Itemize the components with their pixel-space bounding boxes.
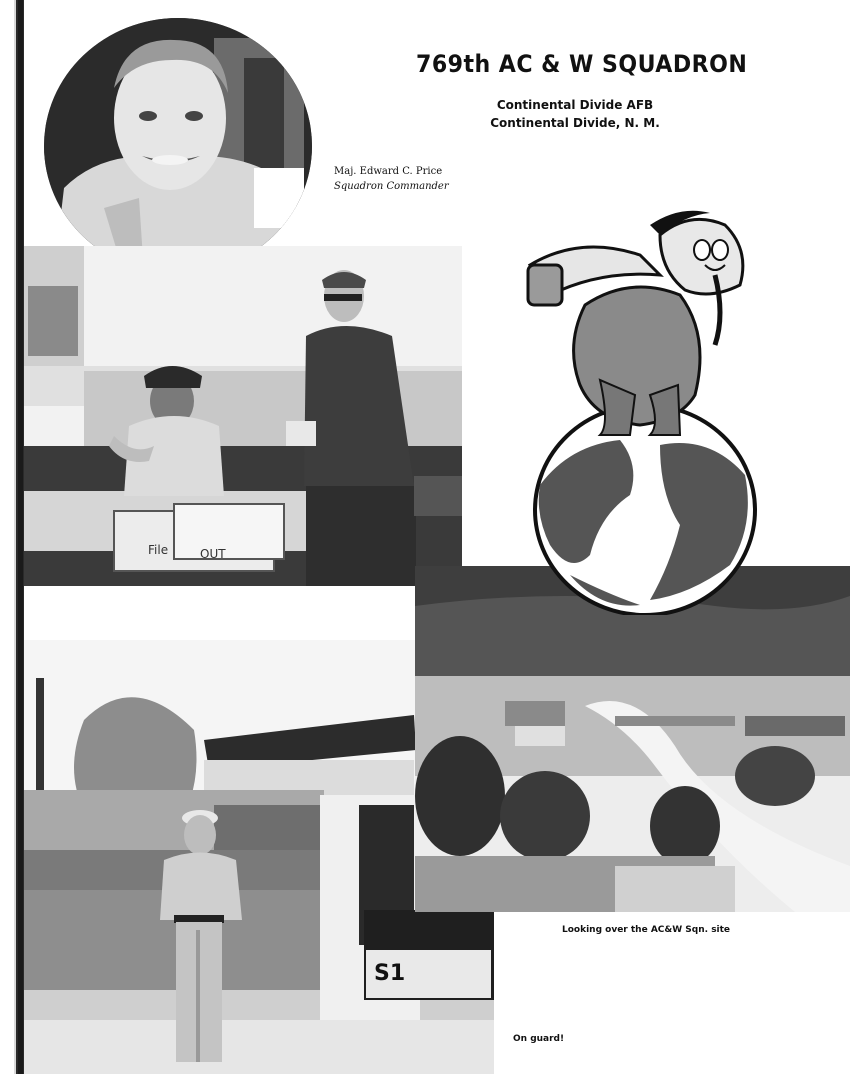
squadron-emblem: [510, 195, 780, 615]
site-caption: Looking over the AC&W Sqn. site: [562, 925, 731, 935]
guardhouse-sign: S1: [374, 961, 406, 986]
supply-office-photo: [24, 246, 462, 586]
box-out-label: OUT: [200, 547, 226, 561]
guard-caption: On guard!: [513, 1034, 565, 1044]
site-overview-photo: [415, 566, 850, 912]
page-binding-line: [18, 0, 23, 1074]
location-line-2: Continental Divide, N. M.: [490, 116, 660, 130]
commander-portrait-photo: [44, 18, 312, 274]
commander-title: Squadron Commander: [334, 181, 449, 192]
page-title: 769th AC & W SQUADRON: [416, 50, 748, 78]
box-file-label: File: [148, 543, 169, 557]
commander-name: Maj. Edward C. Price: [334, 166, 443, 177]
location-line-1: Continental Divide AFB: [496, 98, 654, 112]
